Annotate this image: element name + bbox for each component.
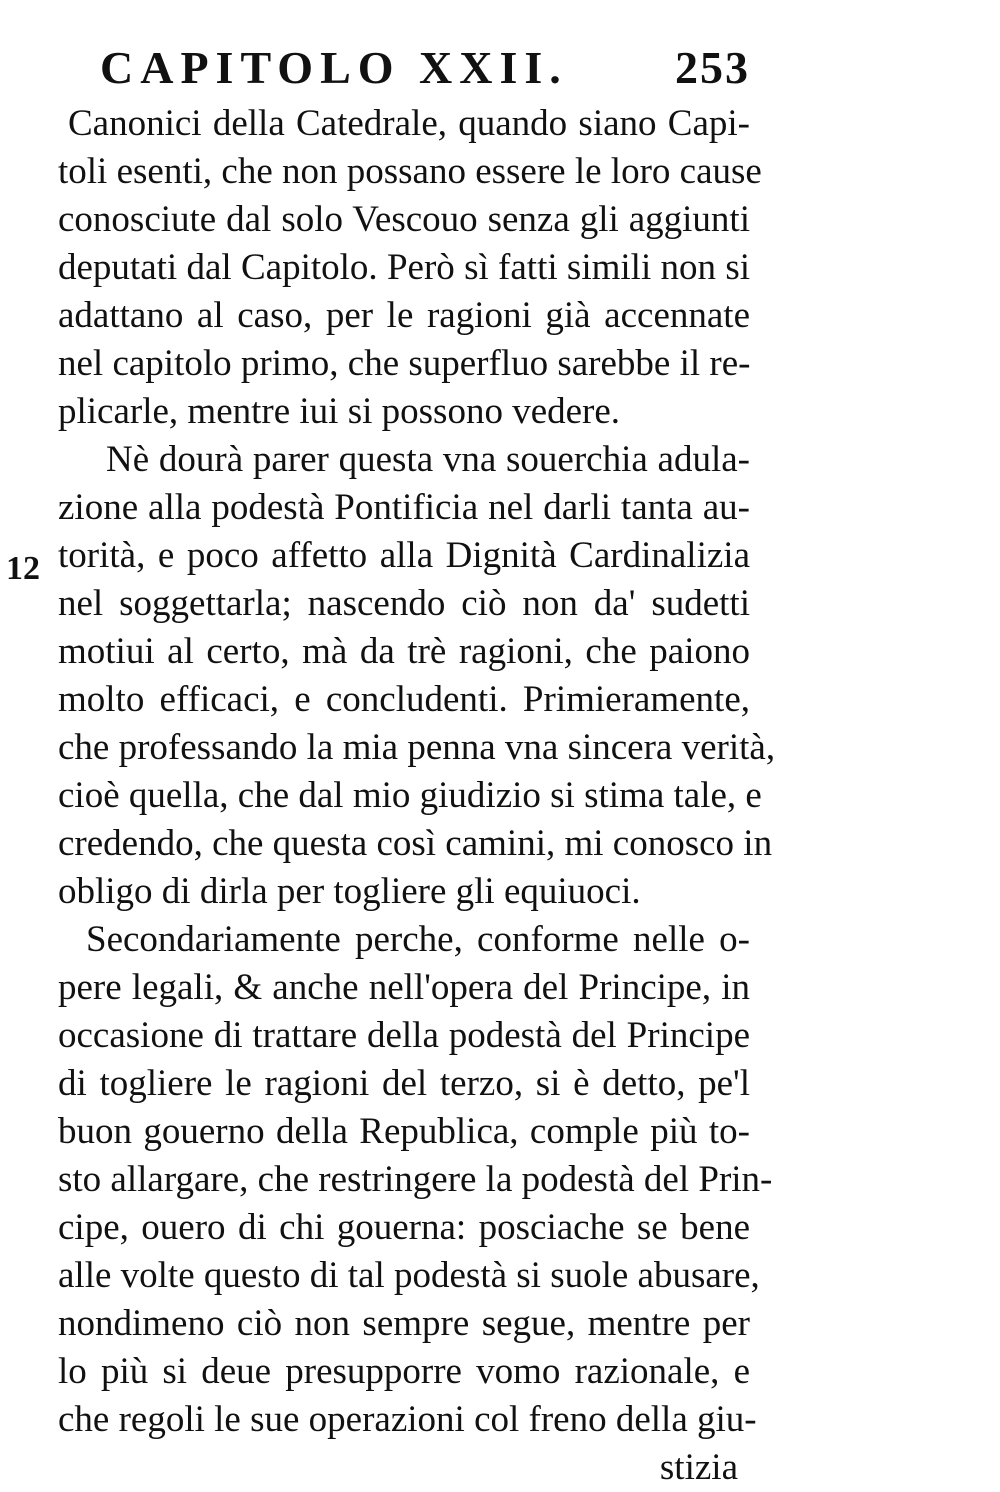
text-line: nel soggettarla; nascendo ciò non da' sudetti bbox=[58, 583, 750, 624]
text-line: che regoli le sue operazioni col freno della giu- bbox=[58, 1399, 757, 1440]
text-line: deputati dal Capitolo. Però sì fatti simili non si bbox=[58, 247, 750, 288]
text-line: torità, e poco affetto alla Dignità Cardinalizia bbox=[58, 535, 750, 576]
body-text bbox=[58, 100, 776, 1492]
text-line: conosciute dal solo Vescouo senza gli aggiunti bbox=[58, 199, 750, 240]
text-line: obligo di dirla per togliere gli equiuoci. bbox=[58, 871, 641, 912]
text-line: molto efficaci, e concludenti. Primieramente, bbox=[58, 679, 750, 720]
text-line: nel capitolo primo, che superfluo sarebbe il re- bbox=[58, 343, 751, 384]
text-line: alle volte questo di tal podestà si suole abusare, bbox=[58, 1255, 760, 1296]
text-line: sto allargare, che restringere la podestà del Prin- bbox=[58, 1159, 773, 1200]
page-number: 253 bbox=[675, 42, 750, 93]
text-line: toli esenti, che non possano essere le loro cause bbox=[58, 151, 762, 192]
text-line: pere legali, & anche nell'opera del Principe, in bbox=[58, 967, 750, 1008]
text-line: buon gouerno della Republica, comple più to- bbox=[58, 1111, 750, 1152]
text-line: Secondariamente perche, conforme nelle o- bbox=[86, 919, 750, 960]
chapter-title: CAPITOLO XXII. bbox=[100, 42, 568, 93]
text-line: lo più si deue presupporre vomo razionale, e bbox=[58, 1351, 750, 1392]
margin-number: 12 bbox=[6, 550, 40, 587]
text-line: occasione di trattare della podestà del Principe bbox=[58, 1015, 750, 1056]
running-head bbox=[100, 38, 750, 98]
text-line: nondimeno ciò non sempre segue, mentre per bbox=[58, 1303, 750, 1344]
text-line: Canonici della Catedrale, quando siano Capi- bbox=[68, 103, 750, 144]
text-line: cipe, ouero di chi gouerna: posciache se bene bbox=[58, 1207, 750, 1248]
text-line: plicarle, mentre iui si possono vedere. bbox=[58, 391, 621, 432]
text-line: adattano al caso, per le ragioni già accennate bbox=[58, 295, 750, 336]
text-line: credendo, che questa così camini, mi conosco in bbox=[58, 823, 773, 864]
text-line: motiui al certo, mà da trè ragioni, che paiono bbox=[58, 631, 750, 672]
text-line: cioè quella, che dal mio giudizio si stima tale, e bbox=[58, 775, 762, 816]
catchword-line bbox=[58, 1444, 750, 1492]
text-line: di togliere le ragioni del terzo, si è detto, pe'l bbox=[58, 1063, 750, 1104]
text-line: Nè dourà parer questa vna souerchia adula- bbox=[106, 439, 750, 480]
text-line: che professando la mia penna vna sincera verità, bbox=[58, 727, 776, 768]
catchword: stizia bbox=[659, 1447, 738, 1488]
text-line: zione alla podestà Pontificia nel darli tanta au- bbox=[58, 487, 750, 528]
